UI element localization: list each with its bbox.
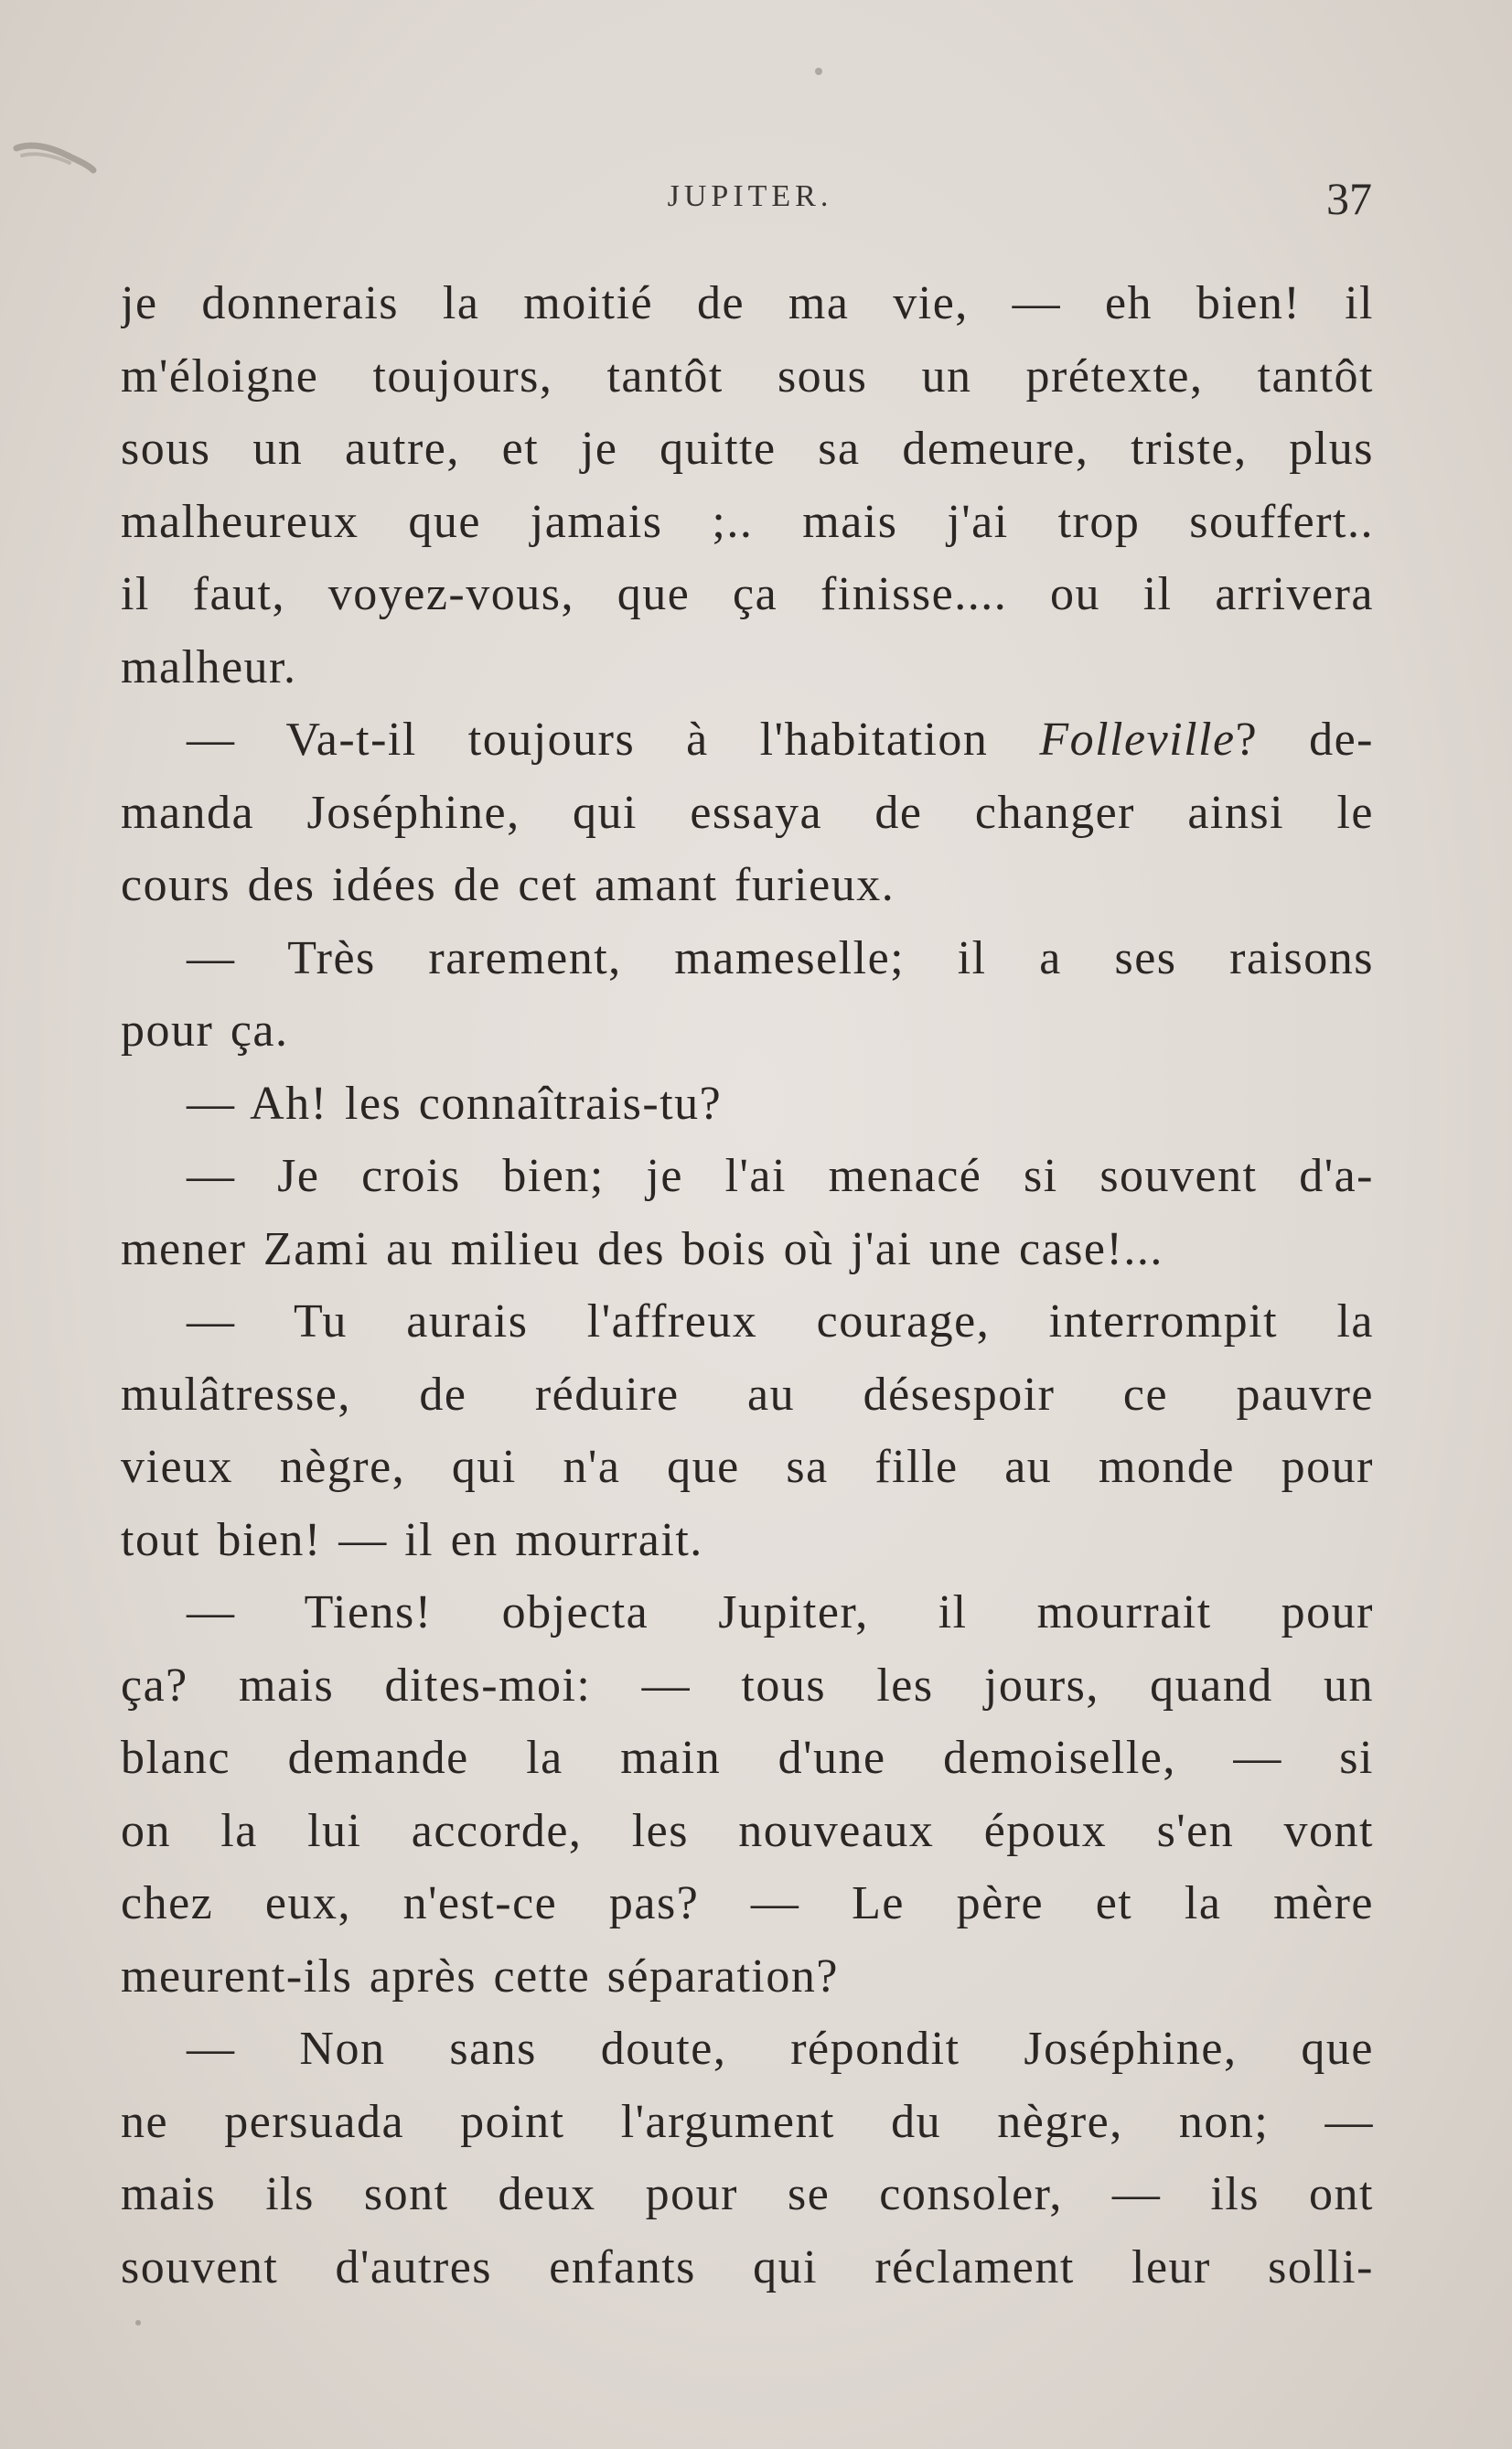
page-number: 37 [1326,173,1372,224]
text-line: on la lui accorde, les nouveaux époux s'en vont [121,1804,1374,1857]
italic-place-name: Folleville [1039,714,1236,766]
text-line: — Ah! les connaîtrais-tu? [187,1077,723,1130]
text-line: je donnerais la moitié de ma vie, — eh bien! il [121,277,1374,329]
text-line: pour ça. [121,1004,289,1057]
running-head [128,172,1372,227]
text-line: mais ils sont deux pour se consoler, — ils ont [121,2168,1374,2220]
text-line: malheur. [121,640,297,693]
text-segment: ? de- [1235,714,1374,766]
text-line: blanc demande la main d'une demoiselle, — si [121,1732,1374,1784]
paper-speck [815,68,822,75]
running-title: JUPITER. [667,179,833,213]
text-line: ne persuada point l'argument du nègre, non; — [121,2095,1374,2148]
text-line: souvent d'autres enfants qui réclament leur solli- [121,2240,1374,2293]
text-line: il faut, voyez-vous, que ça finisse.... ou il arrivera [121,568,1374,620]
text-line: sous un autre, et je quitte sa demeure, triste, plus [121,423,1374,475]
text-line: mulâtresse, de réduire au désespoir ce pauvre [121,1368,1374,1421]
text-line: mener Zami au milieu des bois où j'ai une case!... [121,1222,1163,1275]
text-line: tout bien! — il en mourrait. [121,1513,703,1566]
text-line: — Très rarement, mameselle; il a ses raisons [187,931,1374,984]
paper-speck [135,2320,141,2325]
text-line: meurent-ils après cette séparation? [121,1950,839,2003]
text-line: chez eux, n'est-ce pas? — Le père et la mère [121,1877,1374,1929]
body-text [121,267,1374,2304]
pencil-mark-icon [13,139,97,177]
text-line: — Non sans doute, répondit Joséphine, que [187,2023,1374,2075]
text-line: — Je crois bien; je l'ai menacé si souvent d'a- [187,1150,1374,1202]
text-line: cours des idées de cet amant furieux. [121,859,895,911]
text-segment: — Va-t-il toujours à l'habitation [187,714,1040,766]
text-line: — Tu aurais l'affreux courage, interrompit la [187,1295,1374,1348]
text-line: — Tiens! objecta Jupiter, il mourrait pour [187,1586,1374,1638]
text-line: malheureux que jamais ;.. mais j'ai trop souffert.. [121,495,1374,548]
text-line: ça? mais dites-moi: — tous les jours, quand un [121,1659,1374,1712]
text-line: m'éloigne toujours, tantôt sous un prétexte, tantôt [121,349,1374,403]
text-line: manda Joséphine, qui essaya de changer ainsi le [121,786,1374,839]
text-line [121,704,1374,777]
text-line: vieux nègre, qui n'a que sa fille au monde pour [121,1441,1374,1493]
